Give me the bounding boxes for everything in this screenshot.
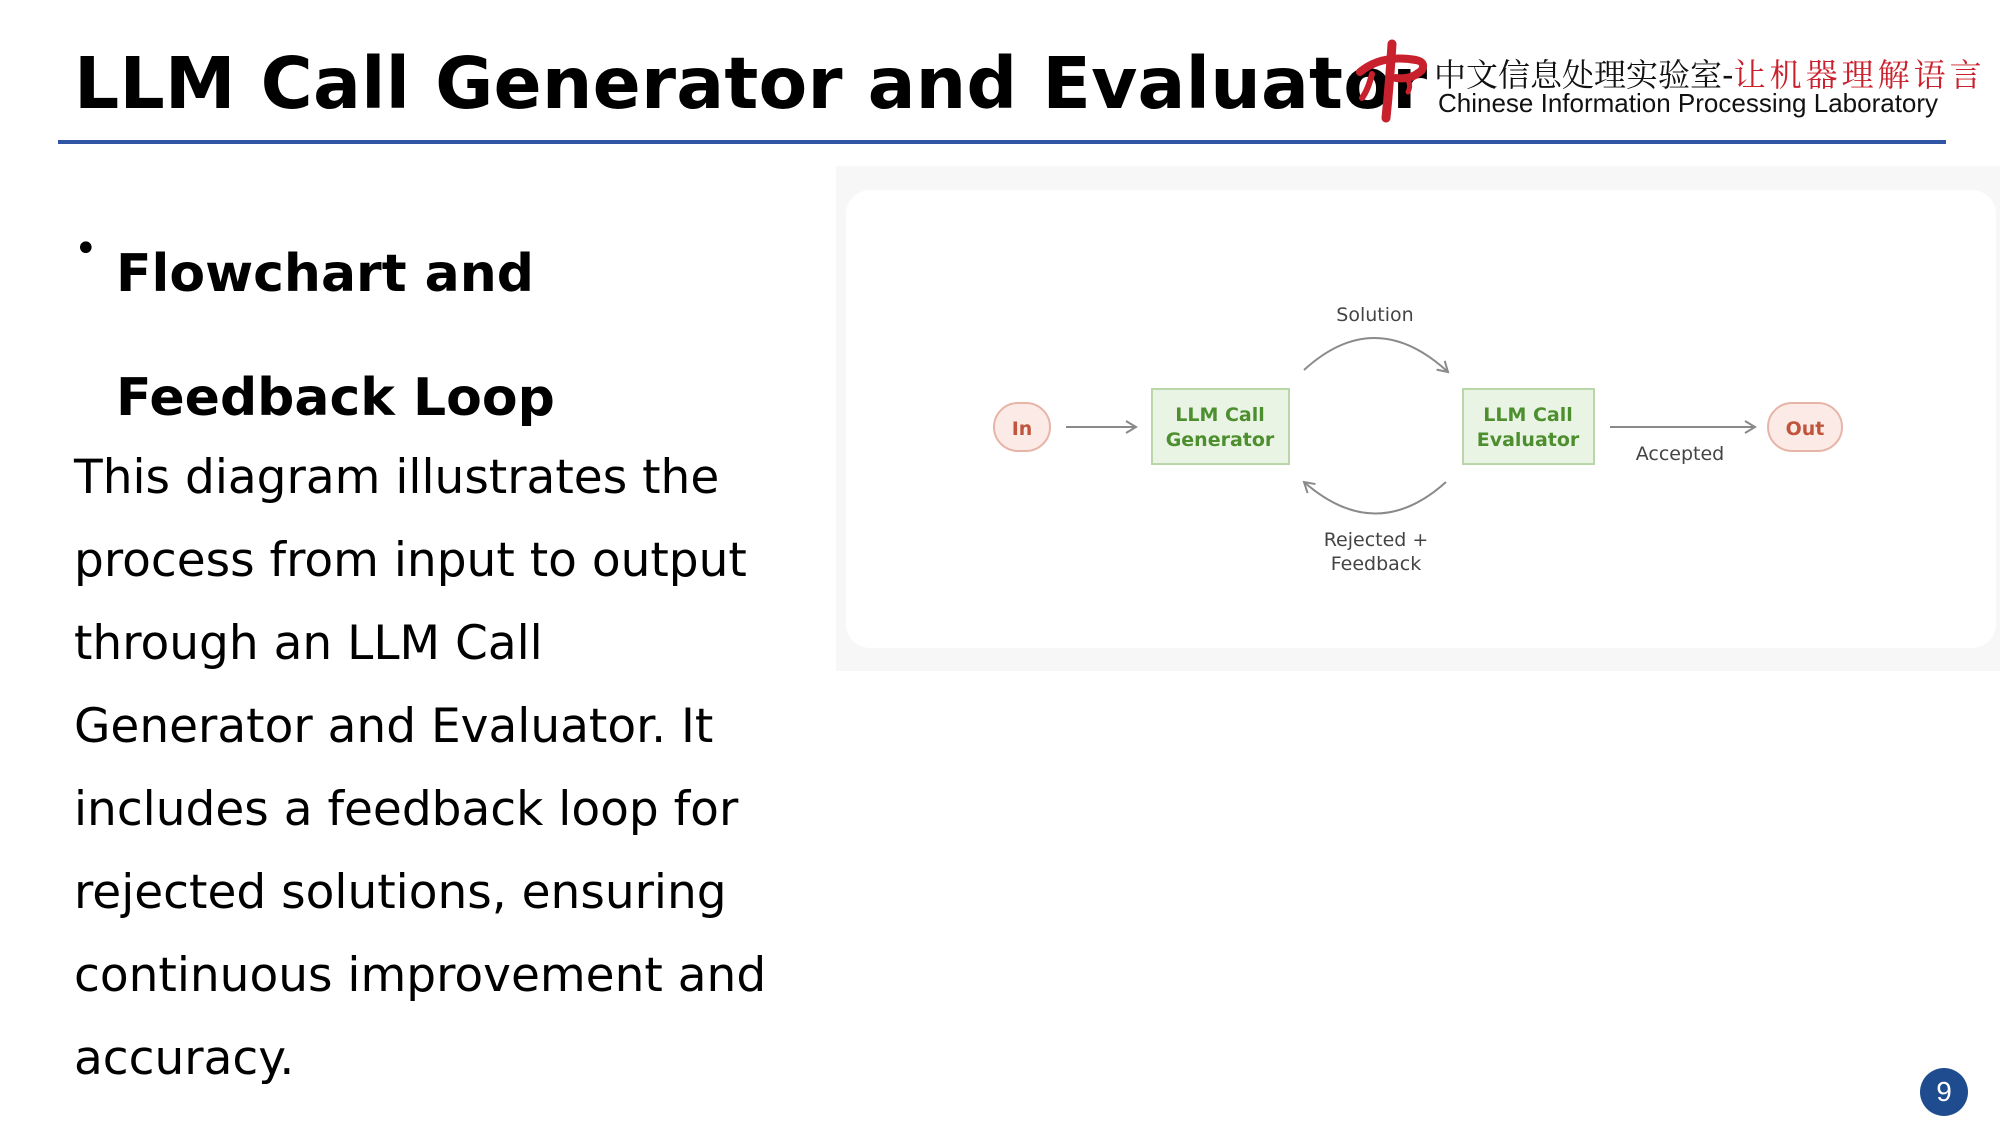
evaluator-label-line1: LLM Call: [1483, 404, 1573, 426]
lab-logo: [1352, 38, 1986, 128]
generator-label-line1: LLM Call: [1175, 404, 1265, 426]
page-number-badge: 9: [1920, 1068, 1968, 1116]
slide-title: LLM Call Generator and Evaluator: [74, 42, 1428, 125]
in-node-label: In: [1011, 418, 1033, 440]
title-underline: [58, 140, 1946, 144]
generator-label-line2: Generator: [1165, 429, 1275, 451]
rejected-label-line1: Rejected +: [1323, 529, 1429, 551]
lab-name-english: Chinese Information Processing Laboratory: [1438, 88, 1939, 118]
out-node-label: Out: [1785, 418, 1825, 440]
body-paragraph: This diagram illustrates the process from input to output through an LLM Call Generator and Evaluator. It includes a feedback loop for rejected solutions, ensuring continuous improvement and accuracy.: [74, 450, 767, 1086]
bullet-heading: Flowchart and Feedback Loop: [116, 244, 555, 428]
bullet-icon: •: [74, 226, 98, 272]
rejected-label-line2: Feedback: [1330, 553, 1422, 575]
lab-slogan: 让机器理解语言: [1733, 56, 1986, 94]
lab-name-cn-dash: -: [1722, 56, 1734, 94]
solution-label: Solution: [1336, 304, 1414, 326]
lab-name-cn-main: 中文信息处理实验室: [1434, 56, 1723, 94]
generator-node: [1152, 389, 1289, 464]
accepted-label: Accepted: [1635, 443, 1725, 465]
lab-logo-mark-icon: [1352, 38, 1432, 124]
evaluator-label-line2: Evaluator: [1476, 429, 1580, 451]
evaluator-node: [1463, 389, 1594, 464]
